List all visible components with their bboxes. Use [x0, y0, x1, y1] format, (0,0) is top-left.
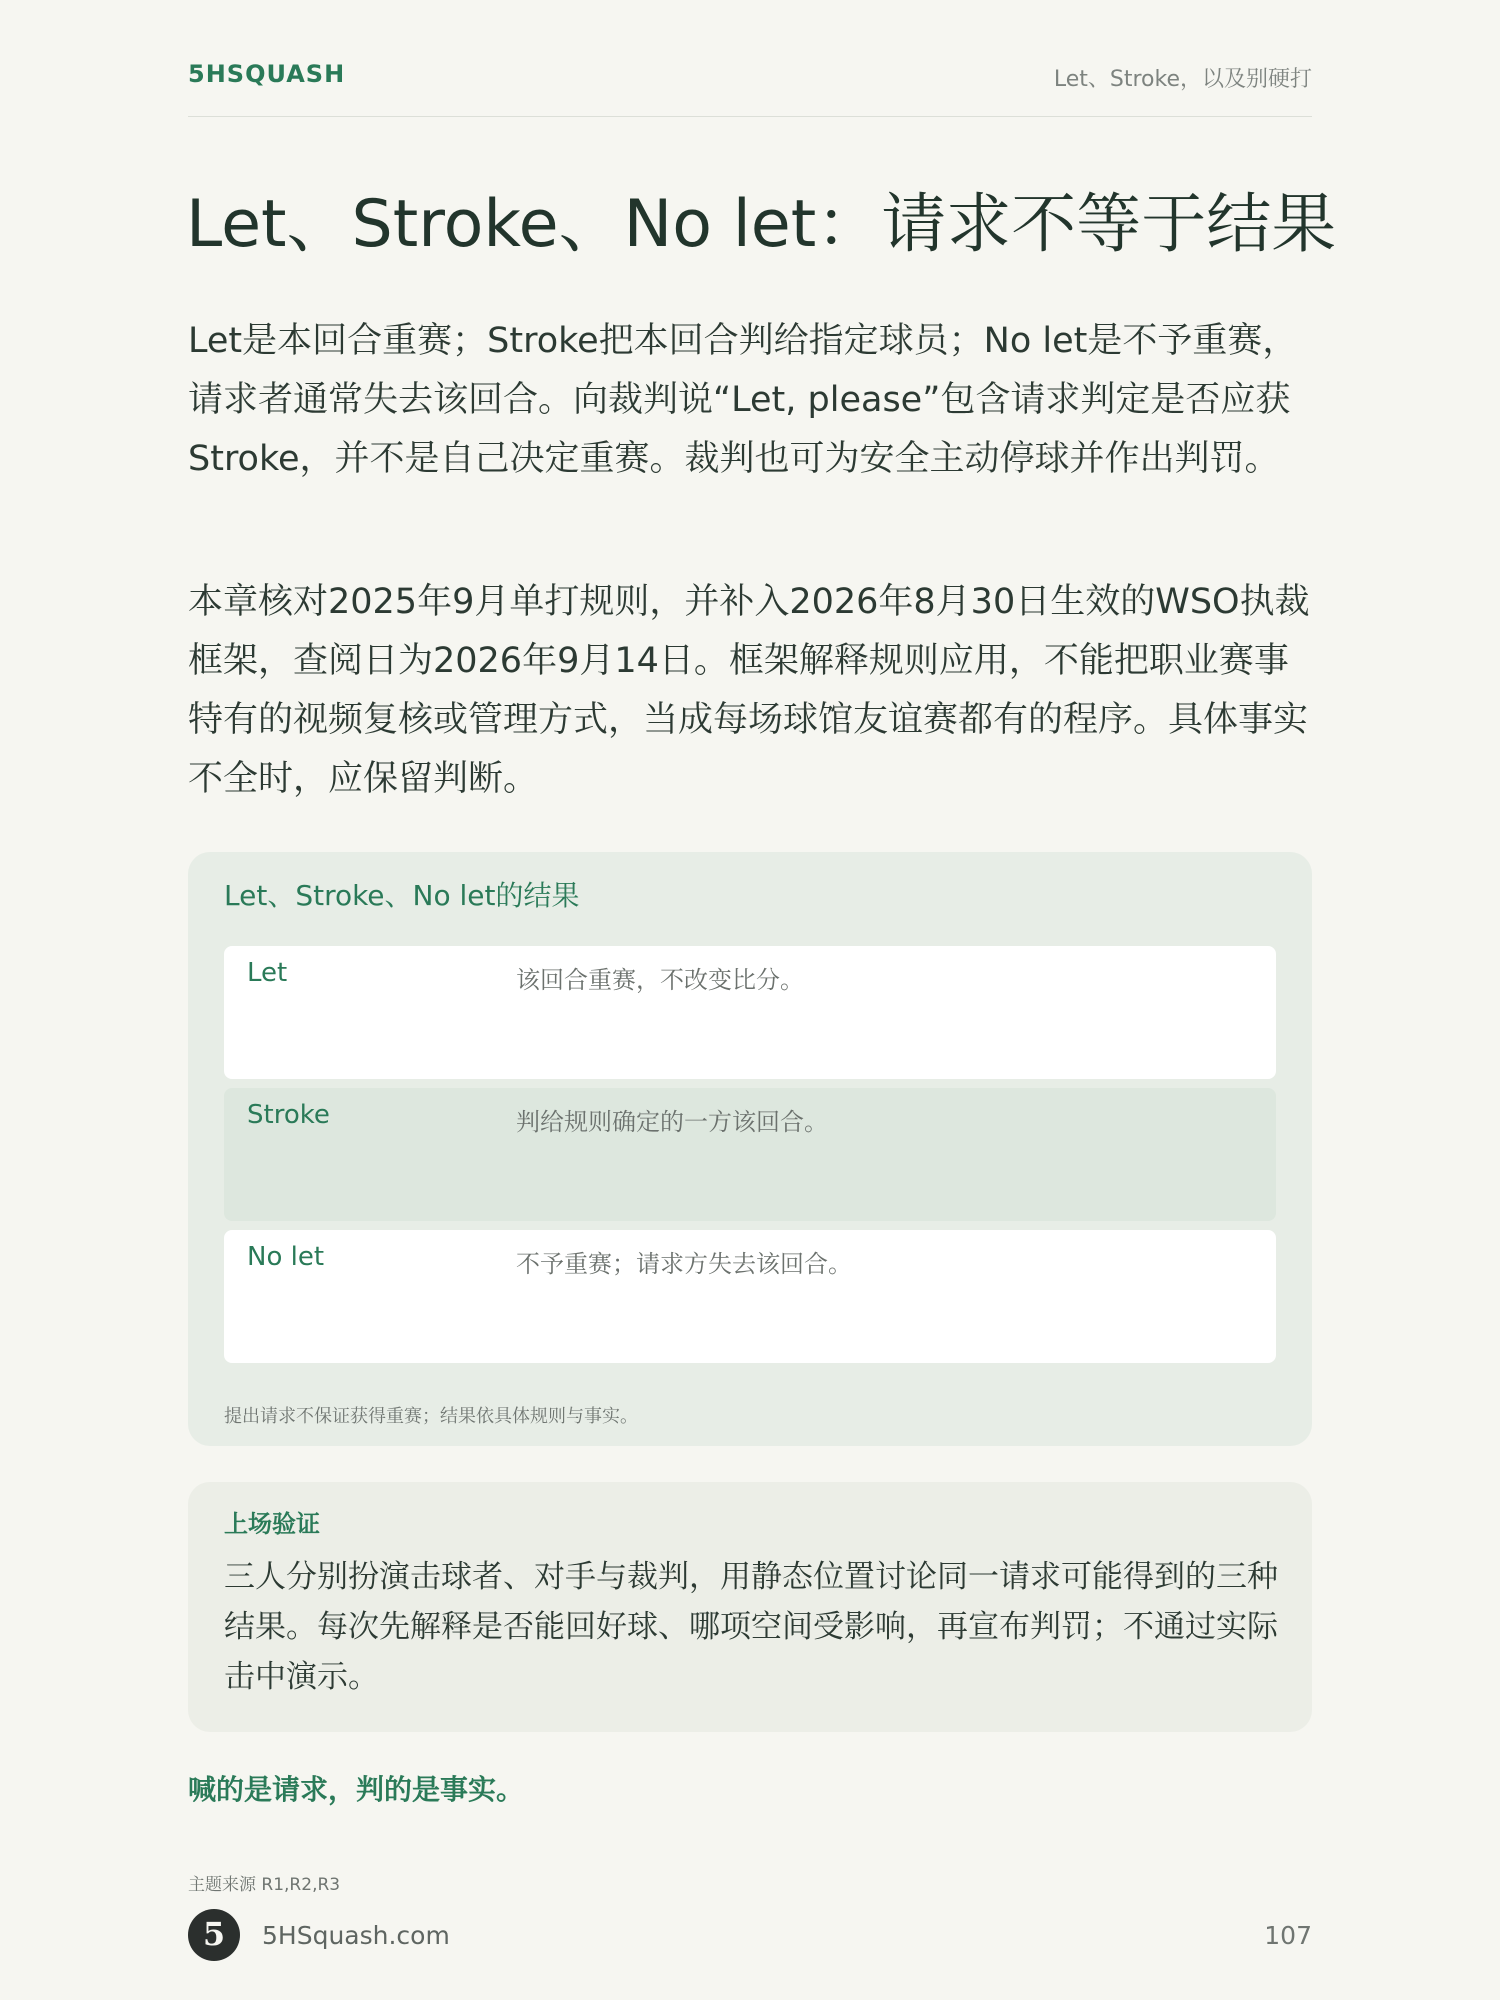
court-check-card [188, 1482, 1312, 1732]
site-link[interactable]: 5HSquash.com [262, 1921, 450, 1950]
logo-mark: 5 [202, 1915, 226, 1953]
court-check-body: 三人分别扮演击球者、对手与裁判，用静态位置讨论同一请求可能得到的三种结果。每次先解释是否能回好球、哪项空间受影响，再宣布判罚；不通过实际击中演示。 [224, 1559, 1278, 1695]
court-check-title: 上场验证 [224, 1510, 320, 1538]
brand-name: 5HSQUASH [188, 60, 346, 88]
outcome-term: Stroke [247, 1100, 330, 1130]
outcome-row-no-let [224, 1230, 1276, 1363]
logo-icon [188, 1909, 240, 1961]
outcome-row-stroke [224, 1088, 1276, 1221]
outcomes-note: 提出请求不保证获得重赛；结果依具体规则与事实。 [224, 1406, 638, 1427]
outcome-definition: 不予重赛；请求方失去该回合。 [516, 1250, 852, 1278]
intro-paragraph: Let是本回合重赛；Stroke把本回合判给指定球员；No let是不予重赛，请求者通常失去该回合。向裁判说“Let, please”包含请求判定是否应获Stroke，并不是自己决定重赛。裁判也可为安全主动停球并作出判罚。 [188, 321, 1298, 479]
outcome-definition: 判给规则确定的一方该回合。 [516, 1108, 828, 1136]
outcome-definition: 该回合重赛，不改变比分。 [516, 966, 804, 994]
scope-paragraph: 本章核对2025年9月单打规则，并补入2026年8月30日生效的WSO执裁框架，查阅日为2026年9月14日。框架解释规则应用，不能把职业赛事特有的视频复核或管理方式，当成每场球馆友谊赛都有的程序。具体事实不全时，应保留判断。 [188, 582, 1310, 799]
outcomes-title: Let、Stroke、No let的结果 [224, 879, 580, 912]
page-number: 107 [1264, 1921, 1312, 1950]
outcome-term: No let [247, 1242, 325, 1272]
running-head: Let、Stroke，以及别硬打 [1053, 67, 1312, 92]
tagline: 喊的是请求，判的是事实。 [188, 1773, 525, 1806]
page-title: Let、Stroke、No let：请求不等于结果 [186, 187, 1337, 262]
outcome-row-let [224, 946, 1276, 1079]
sources-note: 主题来源 R1,R2,R3 [188, 1875, 341, 1895]
outcome-term: Let [247, 958, 288, 988]
outcomes-card [188, 852, 1312, 1446]
page-header [188, 56, 1312, 117]
